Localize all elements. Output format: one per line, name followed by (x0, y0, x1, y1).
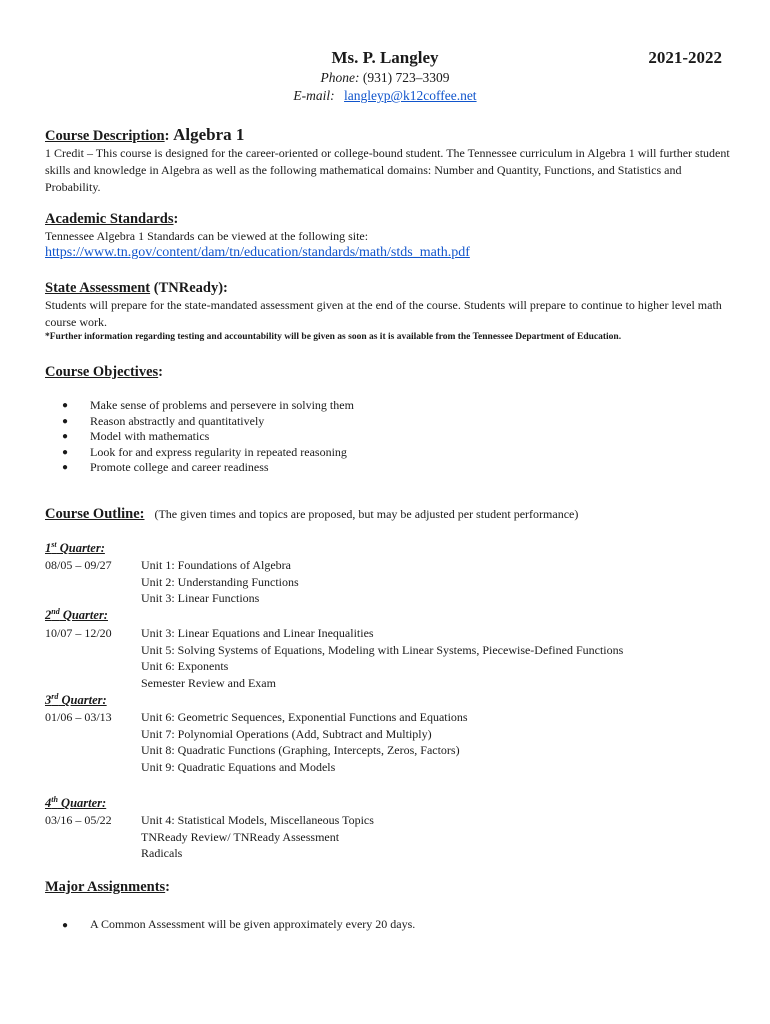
quarter-1-dates: 08/05 – 09/27 (45, 558, 112, 572)
email-line (0, 88, 770, 104)
list-item: ● A Common Assessment will be given approximately every 20 days. (62, 917, 416, 931)
course-description-label: Course Description (45, 128, 165, 144)
unit-line: Unit 8: Quadratic Functions (Graphing, Intercepts, Zeros, Factors) (141, 743, 460, 757)
phone-number: (931) 723–3309 (362, 70, 450, 85)
list-item: ● Promote college and career readiness (62, 460, 269, 474)
phone-label: Phone: (320, 70, 360, 85)
quarter-2-dates: 10/07 – 12/20 (45, 626, 112, 640)
academic-standards-label: Academic Standards (45, 211, 174, 227)
unit-line: Unit 4: Statistical Models, Miscellaneous Topics (141, 813, 374, 827)
quarter-1-heading: 1st Quarter: (45, 540, 105, 556)
bullet-icon: ● (62, 462, 69, 473)
unit-line: Unit 6: Exponents (141, 659, 229, 673)
quarter-4-heading: 4th Quarter: (45, 795, 107, 811)
major-assignments-heading (45, 879, 170, 896)
major-assignments-label: Major Assignments (45, 879, 166, 895)
course-objectives-heading (45, 364, 163, 381)
course-outline-note: (The given times and topics are proposed, but may be adjusted per student performance) (154, 507, 579, 521)
unit-line: Semester Review and Exam (141, 675, 276, 690)
quarter-2-heading: 2nd Quarter: (45, 607, 108, 623)
course-title: Algebra 1 (173, 125, 245, 144)
bullet-icon: ● (62, 446, 69, 458)
unit-line: Unit 3: Linear Functions (141, 591, 260, 605)
teacher-name: Ms. P. Langley (331, 48, 439, 67)
state-assessment-label: State Assessment (45, 280, 151, 296)
course-description-heading (45, 125, 244, 145)
list-item: ● Make sense of problems and persevere in solving them (62, 398, 354, 412)
unit-line: Radicals (141, 846, 183, 860)
phone-line (0, 70, 770, 86)
bullet-icon: ● (62, 920, 69, 931)
unit-line: Unit 7: Polynomial Operations (Add, Subtract and Multiply) (141, 726, 432, 741)
bullet-icon: ● (62, 400, 69, 411)
course-objectives-label: Course Objectives (45, 364, 159, 380)
course-description-text: 1 Credit – This course is designed for the career-oriented or college-bound student. The Tennessee curriculum in Algebra 1 will further student skills and knowledge in Algebra as well as the following mathematical domains: Number and Quantity, Functions, and Statistics and Probability. (45, 146, 730, 194)
quarter-4-dates: 03/16 – 05/22 (45, 813, 112, 827)
email-link[interactable]: langleyp@k12coffee.net (344, 88, 477, 103)
unit-line: Unit 5: Solving Systems of Equations, Modeling with Linear Systems, Piecewise-Defined Functions (141, 642, 624, 657)
unit-line: Unit 2: Understanding Functions (141, 574, 299, 589)
bullet-icon: ● (62, 431, 69, 442)
major-assignments-colon: : (165, 879, 171, 895)
quarter-3-dates: 01/06 – 03/13 (45, 710, 112, 724)
list-item: ● Model with mathematics (62, 429, 210, 443)
state-assessment-suffix: (TNReady): (150, 280, 228, 296)
academic-standards-heading (45, 211, 178, 228)
academic-standards-colon: : (173, 211, 179, 227)
bullet-icon: ● (62, 415, 69, 427)
unit-line: TNReady Review/ TNReady Assessment (141, 829, 340, 844)
course-outline-label: Course Outline: (45, 506, 145, 522)
state-assessment-text: Students will prepare for the state-mandated assessment given at the end of the course. Students will prepare to continue to higher level math course work. (45, 298, 722, 329)
unit-line: Unit 3: Linear Equations and Linear Inequalities (141, 626, 374, 640)
unit-line: Unit 9: Quadratic Equations and Models (141, 760, 336, 774)
objectives-list (62, 398, 354, 476)
email-label: E-mail: (293, 88, 335, 103)
standards-link[interactable]: https://www.tn.gov/content/dam/tn/education/standards/math/stds_math.pdf (45, 245, 470, 260)
state-assessment-note: *Further information regarding testing and accountability will be given as soon as it is available from the Tennessee Department of Education. (45, 332, 622, 342)
school-year: 2021-2022 (648, 48, 722, 67)
list-item: ● Reason abstractly and quantitatively (62, 413, 265, 428)
state-assessment-heading (45, 280, 228, 297)
academic-standards-text: Tennessee Algebra 1 Standards can be viewed at the following site: (45, 229, 369, 243)
course-objectives-colon: : (158, 364, 163, 380)
course-description-colon: : (164, 128, 170, 144)
quarter-3-heading: 3rd Quarter: (45, 692, 107, 708)
unit-line: Unit 1: Foundations of Algebra (141, 558, 291, 572)
unit-line: Unit 6: Geometric Sequences, Exponential Functions and Equations (141, 710, 468, 724)
list-item: ● Look for and express regularity in repeated reasoning (62, 444, 347, 459)
course-outline-heading (45, 505, 578, 523)
